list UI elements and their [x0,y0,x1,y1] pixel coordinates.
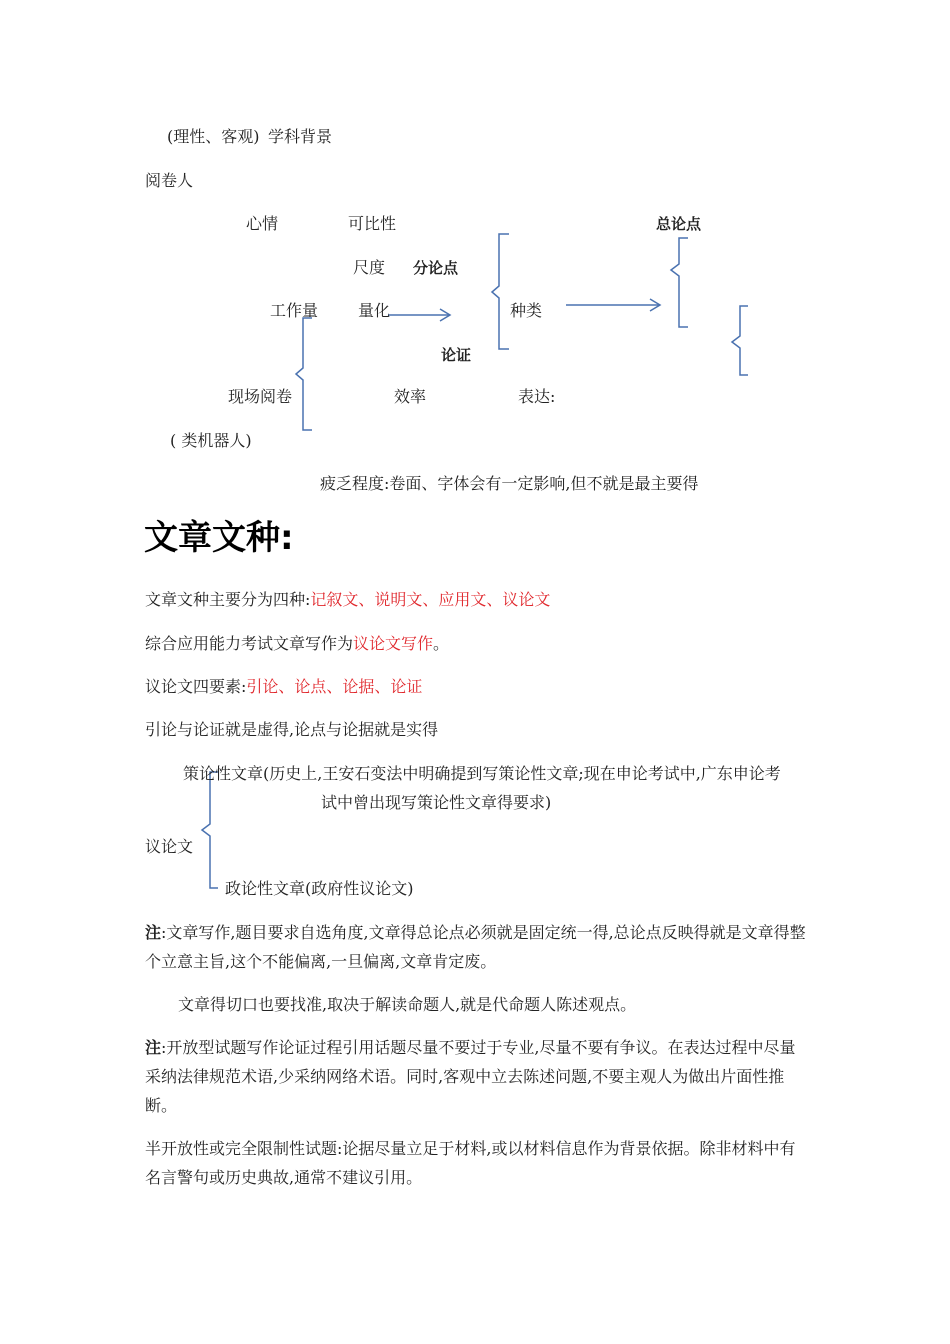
political-essay: 政论性文章(政府性议论文) [225,879,414,898]
text-line-elements: 议论文四要素:引论、论点、论据、论证 [145,677,423,696]
sub-thesis-label: 分论点 [413,259,459,277]
article-brace [202,772,218,888]
kinds-brace [492,234,509,349]
rational-label: (理性、客观) [167,127,260,146]
semi-open-note: 半开放性或完全限制性试题:论据尽量立足于材料,或以材料信息作为背景依据。除非材料中有名言警句或历史典故,通常不建议引用。 [145,1139,796,1187]
small-brace [732,306,748,375]
argumentative-label: 议论文 [145,837,194,856]
robot-label: ( 类机器人) [170,431,252,450]
main-thesis-label: 总论点 [656,215,702,233]
quantify-label: 量化 [358,301,391,320]
scale-label: 尺度 [353,258,386,277]
workload-label: 工作量 [270,301,319,320]
left-brace [296,318,312,430]
note-2: 注:开放型试题写作论证过程引用话题尽量不要过于专业,尽量不要有争议。在表达过程中尽量采纳法律规范术语,少采纳网络术语。同时,客观中立去陈述问题,不要主观人为做出片面性推断。 [145,1038,796,1115]
elements-highlight: 引论、论点、论据、论证 [246,677,423,696]
argument-label: 论证 [441,346,472,364]
main-thesis-brace [671,238,688,327]
fatigue-label: 疲乏程度:卷面、字体会有一定影响,但不就是最主要得 [320,474,699,493]
text-line-exam: 综合应用能力考试文章写作为议论文写作。 [145,634,450,653]
text-line-virtual-real: 引论与论证就是虚得,论点与论据就是实得 [145,720,439,739]
background-label: 学科背景 [268,127,333,146]
comparability-label: 可比性 [348,214,397,233]
section-heading: 文章文种: [144,518,294,558]
mood-label: 心情 [246,214,279,233]
note-1: 注:文章写作,题目要求自选角度,文章得总论点必须就是固定统一得,总论点反映得就是文章得整个立意主旨,这个不能偏离,一旦偏离,文章肯定废。 [145,923,806,971]
onsite-label: 现场阅卷 [228,387,293,406]
cut-line: 文章得切口也要找准,取决于解读命题人,就是代命题人陈述观点。 [178,995,637,1014]
kinds-label: 种类 [510,301,543,320]
types-highlight: 记叙文、说明文、应用文、议论文 [310,590,551,609]
text-line-types: 文章文种主要分为四种:记叙文、说明文、应用文、议论文 [145,590,551,609]
efficiency-label: 效率 [394,387,427,406]
exam-highlight: 议论文写作 [353,634,434,653]
grader-label: 阅卷人 [145,171,194,190]
policy-essay-line2: 试中曾出现写策论性文章得要求) [321,793,552,812]
policy-essay-line1: 策论性文章(历史上,王安石变法中明确提到写策论性文章;现在申论考试中,广东申论考 [183,764,781,783]
expression-label: 表达: [518,387,556,406]
